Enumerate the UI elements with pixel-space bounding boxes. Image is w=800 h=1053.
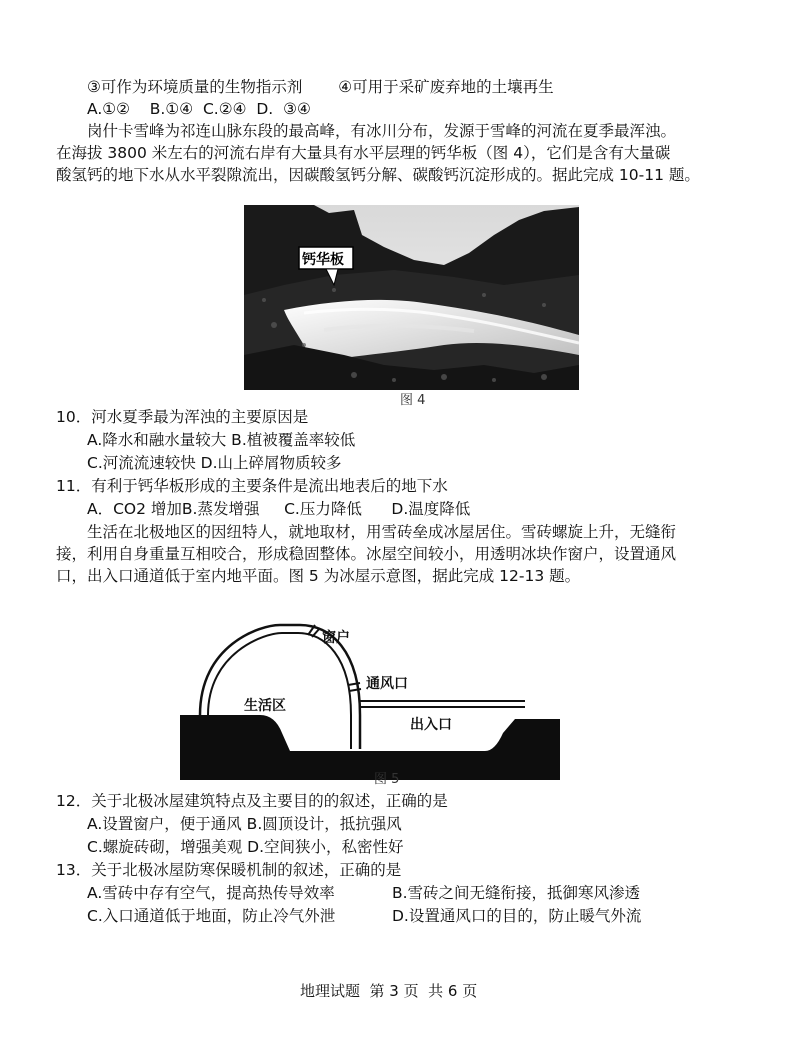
q12-stem: 12．关于北极冰屋建筑特点及主要目的的叙述，正确的是	[56, 792, 448, 810]
q13-stem: 13．关于北极冰屋防寒保暖机制的叙述，正确的是	[56, 861, 402, 879]
q13-option-c: C.入口通道低于地面，防止冷气外泄	[87, 907, 336, 925]
q12-options-ab: A.设置窗户，便于通风 B.圆顶设计，抵抗强风	[87, 815, 402, 833]
passage1-line2: 在海拔 3800 米左右的河流右岸有大量具有水平层理的钙华板（图 4），它们是含有大量碳	[56, 144, 671, 162]
figure4-caption: 图 4	[400, 393, 426, 408]
passage2-line2: 接，利用自身重量互相咬合，形成稳固整体。冰屋空间较小，用透明冰块作窗户，设置通风	[56, 545, 677, 563]
passage1-line3: 酸氢钙的地下水从水平裂隙流出，因碳酸氢钙分解、碳酸钙沉淀形成的。据此完成 10-11 题。	[56, 166, 700, 184]
travertine-photo	[244, 205, 579, 390]
q13-option-d: D.设置通风口的目的，防止暖气外流	[392, 907, 642, 925]
q12-options-cd: C.螺旋砖砌，增强美观 D.空间狭小，私密性好	[87, 838, 404, 856]
vent-label: 通风口	[366, 676, 408, 692]
travertine-label: 钙华板	[302, 252, 344, 268]
q10-options-ab: A.降水和融水量较大 B.植被覆盖率较低	[87, 431, 356, 449]
living-area-label: 生活区	[244, 698, 286, 714]
q11-stem: 11．有利于钙华板形成的主要条件是流出地表后的地下水	[56, 477, 448, 495]
entrance-label: 出入口	[410, 717, 452, 733]
figure5-caption: 图 5	[374, 772, 400, 787]
q10-options-cd: C.河流流速较快 D.山上碎屑物质较多	[87, 454, 342, 472]
intro-choices: A.①② B.①④ C.②④ D. ③④	[87, 100, 311, 118]
window-label: 窗户	[322, 630, 350, 646]
q13-option-b: B.雪砖之间无缝衔接，抵御寒风渗透	[392, 884, 641, 902]
passage1-line1: 岗什卡雪峰为祁连山脉东段的最高峰，有冰川分布，发源于雪峰的河流在夏季最浑浊。	[87, 122, 677, 140]
option-4: ④可用于采矿废弃地的土壤再生	[338, 78, 554, 96]
option-line-3-4	[87, 76, 554, 98]
passage2-line1: 生活在北极地区的因纽特人，就地取材，用雪砖垒成冰屋居住。雪砖螺旋上升，无缝衔	[87, 523, 677, 541]
option-3: ③可作为环境质量的生物指示剂	[87, 78, 303, 96]
q11-options: A．CO2 增加B.蒸发增强 C.压力降低 D.温度降低	[87, 500, 471, 518]
page-footer: 地理试题 第 3 页 共 6 页	[300, 982, 478, 1000]
q13-option-a: A.雪砖中存有空气，提高热传导效率	[87, 884, 335, 902]
passage2-line3: 口，出入口通道低于室内地平面。图 5 为冰屋示意图，据此完成 12-13 题。	[56, 567, 581, 585]
q10-stem: 10．河水夏季最为浑浊的主要原因是	[56, 408, 309, 426]
igloo-diagram	[180, 615, 560, 780]
